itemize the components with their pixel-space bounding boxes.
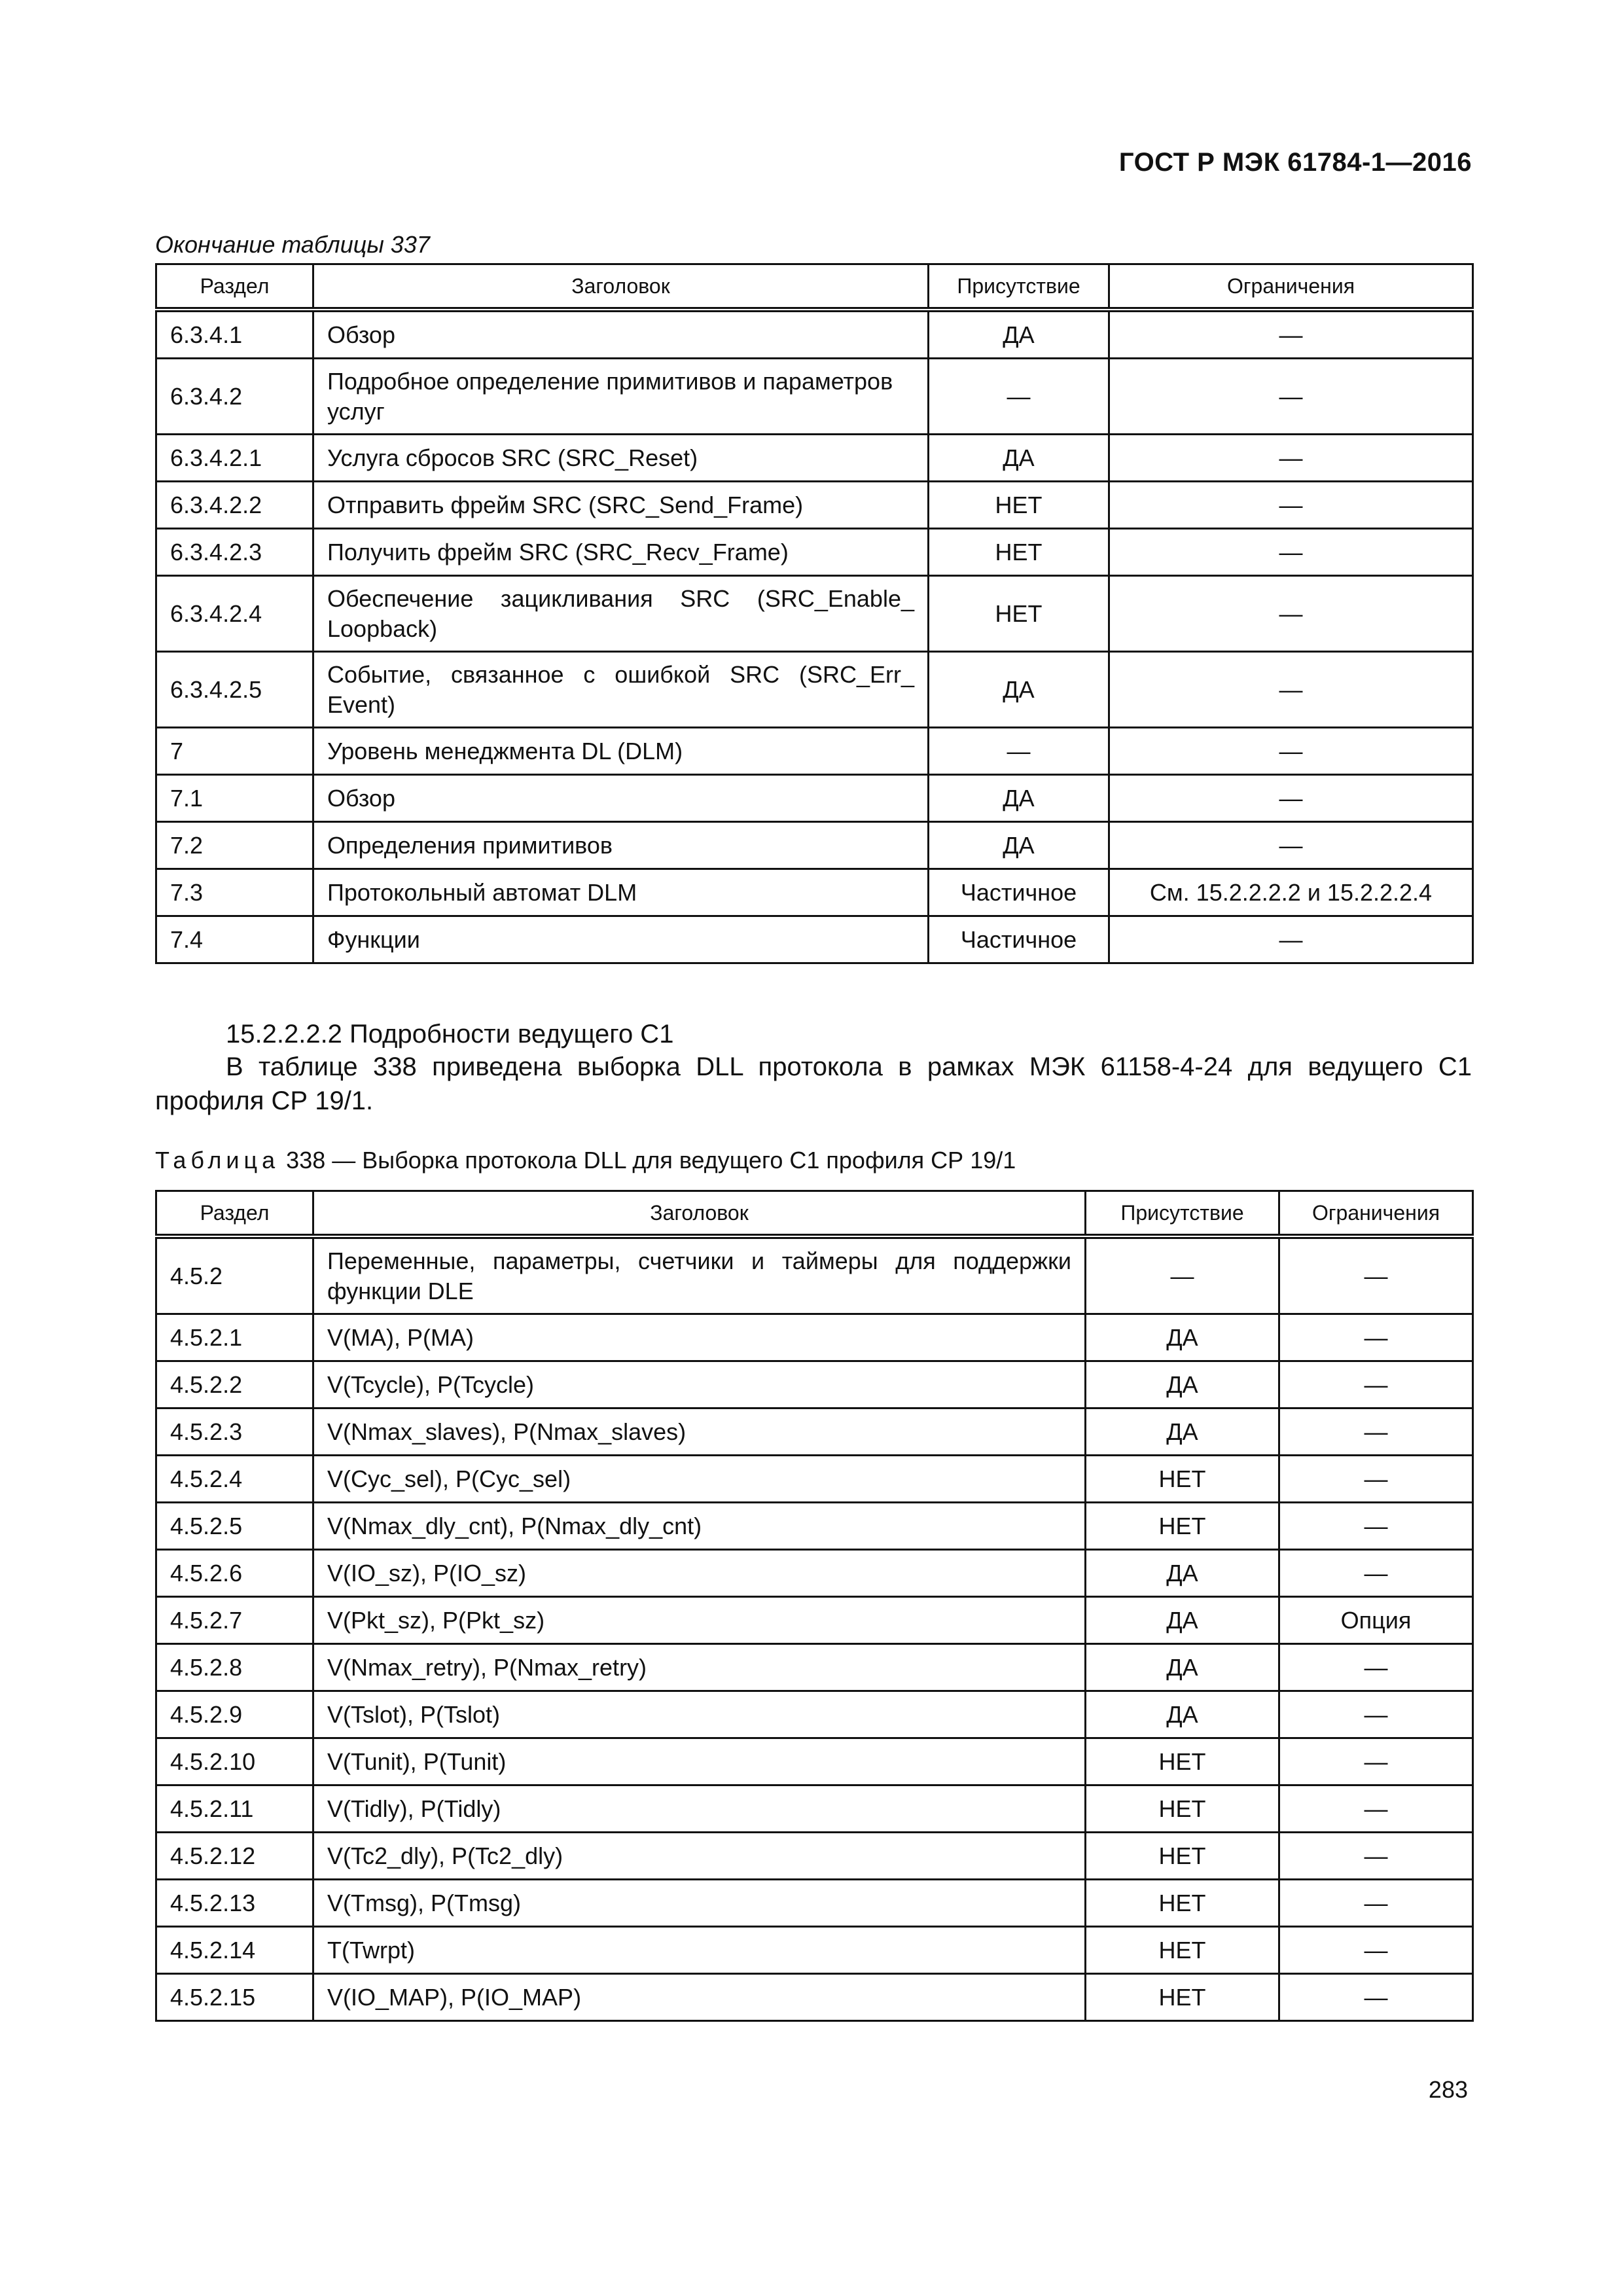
cell-section: 6.3.4.2 xyxy=(156,359,313,435)
cell-title: Переменные, параметры, счетчики и таймеры для поддержки функции DLE xyxy=(313,1236,1086,1314)
cell-section: 6.3.4.2.3 xyxy=(156,529,313,576)
cell-section: 4.5.2.8 xyxy=(156,1644,313,1691)
cell-section: 4.5.2.4 xyxy=(156,1456,313,1503)
table-row xyxy=(156,1408,1473,1456)
cell-title: Протокольный автомат DLM xyxy=(313,869,929,916)
cell-title: Отправить фрейм SRC (SRC_Send_Frame) xyxy=(313,482,929,529)
cell-presence: НЕТ xyxy=(1086,1880,1279,1927)
cell-restrictions: — xyxy=(1279,1738,1473,1785)
cell-presence: НЕТ xyxy=(1086,1833,1279,1880)
cell-presence: ДА xyxy=(1086,1691,1279,1738)
cell-restrictions: — xyxy=(1109,529,1473,576)
cell-restrictions: — xyxy=(1109,359,1473,435)
cell-presence: ДА xyxy=(929,822,1109,869)
table-header-row xyxy=(156,264,1473,310)
section-paragraph: В таблице 338 приведена выборка DLL протокола в рамках МЭК 61158-4-24 для ведущего С1 профиля СР 19/1. xyxy=(155,1052,1472,1115)
cell-title: Подробное определение примитивов и параметров услуг xyxy=(313,359,929,435)
cell-restrictions: — xyxy=(1279,1503,1473,1550)
cell-section: 4.5.2.9 xyxy=(156,1691,313,1738)
table-338 xyxy=(155,1190,1474,2022)
cell-title: Обзор xyxy=(313,310,929,359)
cell-section: 6.3.4.2.1 xyxy=(156,435,313,482)
cell-presence: — xyxy=(1086,1236,1279,1314)
cell-presence: ДА xyxy=(929,310,1109,359)
table-row xyxy=(156,1880,1473,1927)
cell-section: 4.5.2.3 xyxy=(156,1408,313,1456)
table-row xyxy=(156,1597,1473,1644)
cell-title: V(IO_sz), P(IO_sz) xyxy=(313,1550,1086,1597)
cell-restrictions: — xyxy=(1279,1691,1473,1738)
cell-section: 6.3.4.1 xyxy=(156,310,313,359)
column-header-restrictions: Ограничения xyxy=(1109,264,1473,310)
cell-restrictions: — xyxy=(1279,1361,1473,1408)
cell-presence: ДА xyxy=(929,435,1109,482)
cell-section: 4.5.2.10 xyxy=(156,1738,313,1785)
section-heading: 15.2.2.2.2 Подробности ведущего С1 xyxy=(226,1020,674,1049)
cell-presence: ДА xyxy=(1086,1597,1279,1644)
table-row xyxy=(156,1927,1473,1974)
cell-restrictions: — xyxy=(1109,482,1473,529)
cell-section: 7.2 xyxy=(156,822,313,869)
cell-restrictions: — xyxy=(1109,728,1473,775)
cell-section: 4.5.2.13 xyxy=(156,1880,313,1927)
cell-section: 4.5.2.14 xyxy=(156,1927,313,1974)
cell-presence: НЕТ xyxy=(1086,1456,1279,1503)
cell-title: V(Tslot), P(Tslot) xyxy=(313,1691,1086,1738)
table-label: Таблица xyxy=(155,1147,280,1174)
cell-title: V(Nmax_slaves), P(Nmax_slaves) xyxy=(313,1408,1086,1456)
cell-title: V(Pkt_sz), P(Pkt_sz) xyxy=(313,1597,1086,1644)
cell-restrictions: — xyxy=(1279,1314,1473,1361)
cell-title: Событие, связанное с ошибкой SRC (SRC_Err_ Event) xyxy=(313,652,929,728)
cell-presence: Частичное xyxy=(929,869,1109,916)
cell-presence: НЕТ xyxy=(1086,1503,1279,1550)
cell-section: 4.5.2.15 xyxy=(156,1974,313,2021)
table-row xyxy=(156,1314,1473,1361)
cell-presence: НЕТ xyxy=(929,529,1109,576)
cell-section: 6.3.4.2.4 xyxy=(156,576,313,652)
table-row xyxy=(156,1974,1473,2021)
table-row xyxy=(156,1738,1473,1785)
cell-presence: Частичное xyxy=(929,916,1109,963)
cell-restrictions: — xyxy=(1279,1644,1473,1691)
table-337 xyxy=(155,263,1474,964)
cell-restrictions: — xyxy=(1109,652,1473,728)
cell-restrictions: — xyxy=(1109,916,1473,963)
cell-title: T(Twrpt) xyxy=(313,1927,1086,1974)
cell-title: V(Tunit), P(Tunit) xyxy=(313,1738,1086,1785)
column-header-title: Заголовок xyxy=(313,264,929,310)
cell-restrictions: — xyxy=(1109,310,1473,359)
cell-section: 4.5.2 xyxy=(156,1236,313,1314)
cell-restrictions: — xyxy=(1279,1408,1473,1456)
cell-presence: НЕТ xyxy=(1086,1785,1279,1833)
cell-restrictions: — xyxy=(1279,1974,1473,2021)
cell-title: V(MA), P(MA) xyxy=(313,1314,1086,1361)
cell-title: V(Nmax_dly_cnt), P(Nmax_dly_cnt) xyxy=(313,1503,1086,1550)
cell-section: 4.5.2.11 xyxy=(156,1785,313,1833)
document-id-header: ГОСТ Р МЭК 61784-1—2016 xyxy=(1118,148,1472,177)
cell-title: Определения примитивов xyxy=(313,822,929,869)
cell-title: V(Tmsg), P(Tmsg) xyxy=(313,1880,1086,1927)
cell-presence: НЕТ xyxy=(1086,1927,1279,1974)
table-338-title xyxy=(155,1147,1016,1174)
cell-presence: ДА xyxy=(1086,1361,1279,1408)
table-row xyxy=(156,1644,1473,1691)
table-row xyxy=(156,822,1473,869)
page-number: 283 xyxy=(1428,2076,1468,2103)
cell-section: 7.1 xyxy=(156,775,313,822)
cell-title: Получить фрейм SRC (SRC_Recv_Frame) xyxy=(313,529,929,576)
cell-title: Уровень менеджмента DL (DLM) xyxy=(313,728,929,775)
table-row xyxy=(156,916,1473,963)
cell-presence: — xyxy=(929,359,1109,435)
table-337-continuation-caption: Окончание таблицы 337 xyxy=(155,231,430,258)
cell-restrictions: — xyxy=(1279,1550,1473,1597)
cell-title: V(Nmax_retry), P(Nmax_retry) xyxy=(313,1644,1086,1691)
cell-section: 4.5.2.1 xyxy=(156,1314,313,1361)
cell-restrictions: См. 15.2.2.2.2 и 15.2.2.2.4 xyxy=(1109,869,1473,916)
table-header-row xyxy=(156,1191,1473,1237)
table-row xyxy=(156,576,1473,652)
cell-section: 6.3.4.2.5 xyxy=(156,652,313,728)
table-row xyxy=(156,1456,1473,1503)
cell-presence: ДА xyxy=(1086,1314,1279,1361)
cell-restrictions: — xyxy=(1279,1785,1473,1833)
table-row xyxy=(156,652,1473,728)
cell-presence: НЕТ xyxy=(1086,1738,1279,1785)
cell-presence: ДА xyxy=(1086,1408,1279,1456)
cell-presence: ДА xyxy=(929,775,1109,822)
table-row xyxy=(156,529,1473,576)
table-row xyxy=(156,359,1473,435)
cell-restrictions: — xyxy=(1109,435,1473,482)
table-row xyxy=(156,310,1473,359)
cell-restrictions: — xyxy=(1109,576,1473,652)
cell-presence: НЕТ xyxy=(929,482,1109,529)
column-header-title: Заголовок xyxy=(313,1191,1086,1237)
cell-restrictions: — xyxy=(1279,1880,1473,1927)
table-row xyxy=(156,1833,1473,1880)
table-row xyxy=(156,1361,1473,1408)
cell-title: V(IO_MAP), P(IO_MAP) xyxy=(313,1974,1086,2021)
cell-section: 6.3.4.2.2 xyxy=(156,482,313,529)
table-row xyxy=(156,1236,1473,1314)
cell-restrictions: — xyxy=(1279,1456,1473,1503)
column-header-restrictions: Ограничения xyxy=(1279,1191,1473,1237)
cell-restrictions: Опция xyxy=(1279,1597,1473,1644)
cell-presence: НЕТ xyxy=(929,576,1109,652)
column-header-presence: Присутствие xyxy=(929,264,1109,310)
cell-restrictions: — xyxy=(1109,775,1473,822)
cell-section: 4.5.2.2 xyxy=(156,1361,313,1408)
cell-section: 4.5.2.7 xyxy=(156,1597,313,1644)
column-header-section: Раздел xyxy=(156,264,313,310)
cell-section: 7 xyxy=(156,728,313,775)
cell-section: 4.5.2.6 xyxy=(156,1550,313,1597)
cell-restrictions: — xyxy=(1109,822,1473,869)
table-row xyxy=(156,728,1473,775)
cell-restrictions: — xyxy=(1279,1833,1473,1880)
table-row xyxy=(156,1691,1473,1738)
table-row xyxy=(156,435,1473,482)
cell-title: Функции xyxy=(313,916,929,963)
cell-restrictions: — xyxy=(1279,1236,1473,1314)
cell-title: V(Tidly), P(Tidly) xyxy=(313,1785,1086,1833)
table-row xyxy=(156,1550,1473,1597)
column-header-section: Раздел xyxy=(156,1191,313,1237)
cell-title: V(Tc2_dly), P(Tc2_dly) xyxy=(313,1833,1086,1880)
cell-presence: ДА xyxy=(1086,1644,1279,1691)
cell-title: Обеспечение зацикливания SRC (SRC_Enable_ Loopback) xyxy=(313,576,929,652)
column-header-presence: Присутствие xyxy=(1086,1191,1279,1237)
table-row xyxy=(156,869,1473,916)
cell-title: Обзор xyxy=(313,775,929,822)
cell-title: V(Cyc_sel), P(Cyc_sel) xyxy=(313,1456,1086,1503)
cell-section: 7.3 xyxy=(156,869,313,916)
cell-presence: ДА xyxy=(1086,1550,1279,1597)
table-row xyxy=(156,482,1473,529)
cell-presence: НЕТ xyxy=(1086,1974,1279,2021)
cell-title: Услуга сбросов SRC (SRC_Reset) xyxy=(313,435,929,482)
cell-presence: — xyxy=(929,728,1109,775)
cell-section: 4.5.2.5 xyxy=(156,1503,313,1550)
cell-title: V(Tcycle), P(Tcycle) xyxy=(313,1361,1086,1408)
cell-restrictions: — xyxy=(1279,1927,1473,1974)
cell-section: 7.4 xyxy=(156,916,313,963)
cell-section: 4.5.2.12 xyxy=(156,1833,313,1880)
table-row xyxy=(156,1503,1473,1550)
table-row xyxy=(156,775,1473,822)
table-title-text: 338 — Выборка протокола DLL для ведущего С1 профиля СР 19/1 xyxy=(286,1147,1016,1174)
table-row xyxy=(156,1785,1473,1833)
cell-presence: ДА xyxy=(929,652,1109,728)
